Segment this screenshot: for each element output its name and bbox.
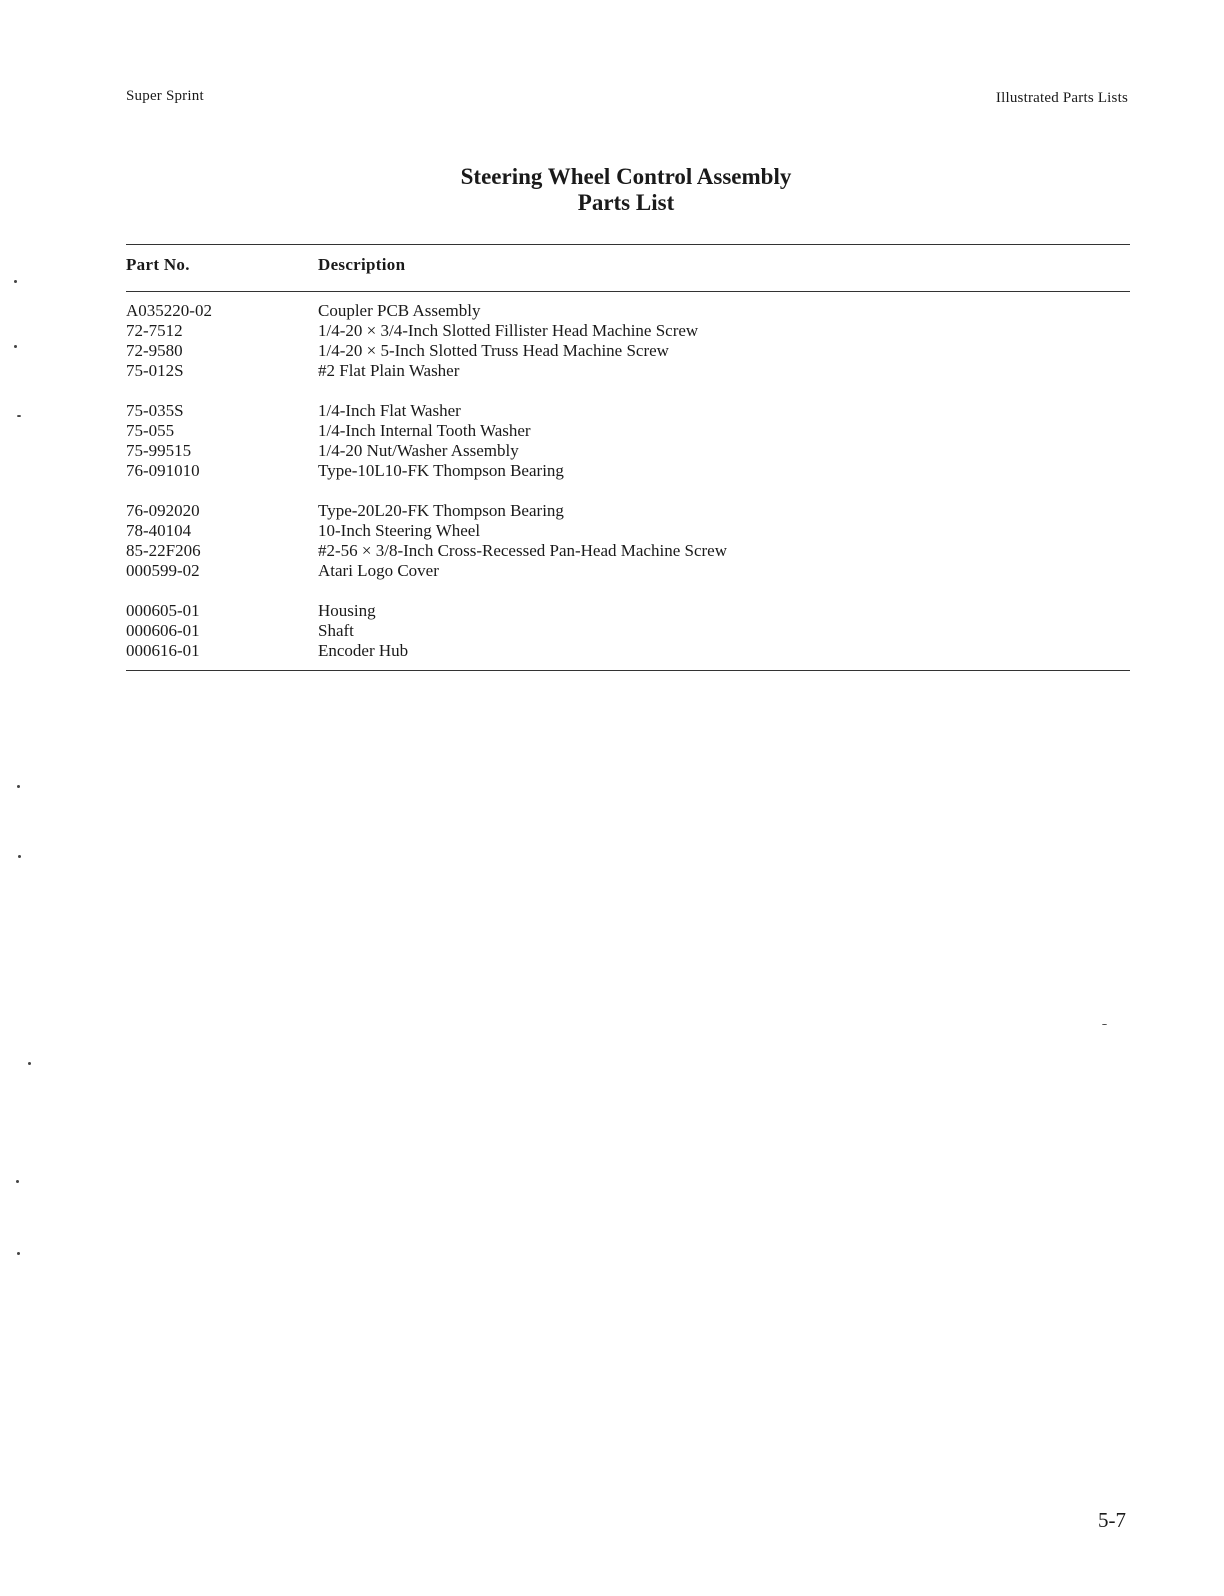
part-number: 76-091010	[126, 461, 200, 480]
part-description: 1/4-20 × 5-Inch Slotted Truss Head Machine Screw	[318, 341, 669, 360]
scan-speck	[14, 280, 17, 283]
table-row	[0, 441, 1224, 461]
running-header-left: Super Sprint	[126, 88, 204, 104]
part-description: #2-56 × 3/8-Inch Cross-Recessed Pan-Head Machine Screw	[318, 541, 727, 560]
part-description: 1/4-Inch Flat Washer	[318, 401, 461, 420]
part-description: Housing	[318, 601, 376, 620]
part-number: 72-9580	[126, 341, 183, 360]
scan-speck	[17, 415, 21, 417]
parts-group-2	[0, 401, 1224, 481]
page-title	[0, 164, 1224, 216]
table-row	[0, 301, 1224, 321]
table-top-rule	[126, 244, 1130, 245]
scan-speck	[1102, 1024, 1107, 1025]
part-description: Coupler PCB Assembly	[318, 301, 481, 320]
table-bottom-rule	[126, 670, 1130, 671]
part-number: 000616-01	[126, 641, 200, 660]
column-header-description: Description	[318, 255, 406, 274]
scan-speck	[14, 345, 17, 348]
part-number: 000599-02	[126, 561, 200, 580]
part-number: A035220-02	[126, 301, 212, 320]
part-number: 75-99515	[126, 441, 192, 460]
running-header-right: Illustrated Parts Lists	[995, 90, 1128, 106]
scan-speck	[28, 1062, 31, 1065]
scan-speck	[17, 785, 20, 788]
table-row	[0, 501, 1224, 521]
scan-speck	[17, 1252, 20, 1255]
scan-speck	[18, 855, 21, 858]
table-row	[0, 421, 1224, 441]
table-row	[0, 601, 1224, 621]
part-description: 1/4-Inch Internal Tooth Washer	[318, 421, 531, 440]
part-description: Shaft	[318, 621, 354, 640]
part-number: 000605-01	[126, 601, 200, 620]
part-description: Type-10L10-FK Thompson Bearing	[318, 461, 564, 480]
part-number: 75-055	[126, 421, 175, 440]
part-number: 85-22F206	[126, 541, 201, 560]
part-number: 75-012S	[126, 361, 184, 380]
part-number: 75-035S	[126, 401, 184, 420]
table-row	[0, 361, 1224, 381]
title-line-2: Parts List	[577, 190, 675, 215]
table-row	[0, 621, 1224, 641]
part-description: 1/4-20 × 3/4-Inch Slotted Fillister Head Machine Screw	[318, 321, 699, 340]
table-row	[0, 541, 1224, 561]
parts-group-1	[0, 301, 1224, 381]
part-description: Encoder Hub	[318, 641, 409, 660]
column-header-part-no: Part No.	[126, 255, 190, 274]
parts-group-4	[0, 601, 1224, 661]
title-line-1: Steering Wheel Control Assembly	[460, 164, 792, 189]
table-row	[0, 521, 1224, 541]
page-number: 5-7	[1098, 1508, 1126, 1532]
part-description: Atari Logo Cover	[318, 561, 439, 580]
table-row	[0, 561, 1224, 581]
part-number: 72-7512	[126, 321, 183, 340]
part-description: Type-20L20-FK Thompson Bearing	[318, 501, 564, 520]
part-description: 10-Inch Steering Wheel	[318, 521, 481, 540]
scan-speck	[16, 1180, 19, 1183]
table-row	[0, 321, 1224, 341]
table-row	[0, 461, 1224, 481]
part-description: #2 Flat Plain Washer	[318, 361, 460, 380]
part-number: 000606-01	[126, 621, 200, 640]
part-description: 1/4-20 Nut/Washer Assembly	[318, 441, 519, 460]
table-header-rule	[126, 291, 1130, 292]
table-row	[0, 641, 1224, 661]
part-number: 78-40104	[126, 521, 192, 540]
table-row	[0, 341, 1224, 361]
table-row	[0, 401, 1224, 421]
parts-group-3	[0, 501, 1224, 581]
part-number: 76-092020	[126, 501, 200, 520]
